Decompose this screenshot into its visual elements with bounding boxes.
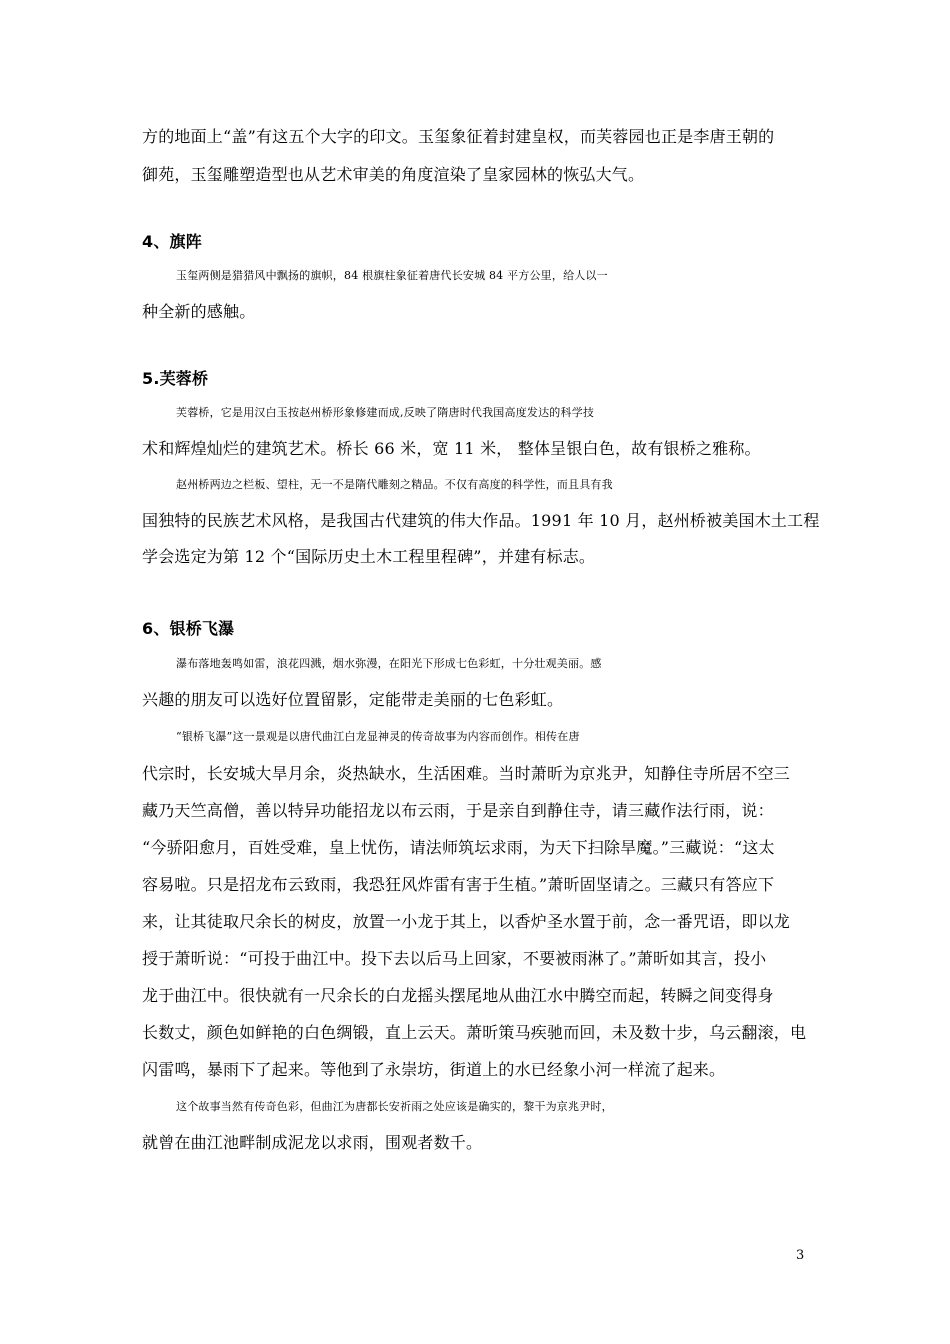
paragraph-line: 术和辉煌灿烂的建筑艺术。桥长 66 米，宽 11 米， 整体呈银白色，故有银桥之雅称。 [142, 439, 761, 458]
paragraph-line: 赵州桥两边之栏板、望柱，无一不是隋代雕刻之精品。不仅有高度的科学性，而且具有我 [176, 478, 613, 491]
paragraph-line: 代宗时，长安城大旱月余，炎热缺水，生活困难。当时萧昕为京兆尹，知静住寺所居不空三 [142, 764, 791, 783]
paragraph-line: 闪雷鸣，暴雨下了起来。等他到了永崇坊，街道上的水已经象小河一样流了起来。 [142, 1060, 726, 1079]
paragraph-line: 芙蓉桥，它是用汉白玉按赵州桥形象修建而成,反映了隋唐时代我国高度发达的科学技 [176, 406, 595, 419]
paragraph-line: “今骄阳愈月，百姓受难，皇上忧伤，请法师筑坛求雨，为天下扫除旱魔。”三藏说：“这太 [142, 838, 775, 857]
paragraph-line: 国独特的民族艺术风格，是我国古代建筑的伟大作品。1991 年 10 月，赵州桥被美国木土工程 [142, 511, 820, 530]
paragraph-line: 瀑布落地轰鸣如雷，浪花四溅，烟水弥漫，在阳光下形成七色彩虹，十分壮观美丽。感 [176, 657, 602, 670]
paragraph-line: 长数丈，颜色如鲜艳的白色绸锻，直上云天。萧昕策马疾驰而回，未及数十步，乌云翻滚，电 [142, 1023, 807, 1042]
paragraph-line: 这个故事当然有传奇色彩，但曲江为唐都长安祈雨之处应该是确实的，黎干为京兆尹时， [176, 1100, 613, 1113]
paragraph-line: 学会选定为第 12 个“国际历史土木工程里程碑”，并建有标志。 [142, 547, 596, 566]
paragraph-line: 御苑，玉玺雕塑造型也从艺术审美的角度渲染了皇家园林的恢弘大气。 [142, 165, 645, 184]
paragraph-line: 兴趣的朋友可以选好位置留影，定能带走美丽的七色彩虹。 [142, 690, 564, 709]
section-heading: 4、旗阵 [142, 232, 202, 251]
paragraph-line: 藏乃天竺高僧，善以特异功能招龙以布云雨，于是亲自到静住寺，请三藏作法行雨，说： [142, 801, 774, 820]
paragraph-line: 种全新的感触。 [142, 302, 256, 321]
paragraph-line: 容易啦。只是招龙布云致雨，我恐狂风炸雷有害于生植。”萧昕固坚请之。三藏只有答应下 [142, 875, 775, 894]
paragraph-line: 就曾在曲江池畔制成泥龙以求雨，围观者数千。 [142, 1133, 483, 1152]
page-number: 3 [796, 1248, 805, 1263]
section-heading: 5.芙蓉桥 [142, 369, 209, 388]
paragraph-line: 来，让其徒取尺余长的树皮，放置一小龙于其上，以香炉圣水置于前，念一番咒语，即以龙 [142, 912, 791, 931]
paragraph-line: “银桥飞瀑”这一景观是以唐代曲江白龙显神灵的传奇故事为内容而创作。相传在唐 [176, 730, 580, 743]
paragraph-line: 玉玺两侧是猎猎风中飘扬的旗帜，84 根旗柱象征着唐代长安城 84 平方公里，给人以一 [176, 269, 608, 282]
paragraph-line: 方的地面上“盖”有这五个大字的印文。玉玺象征着封建皇权，而芙蓉园也正是李唐王朝的 [142, 127, 775, 146]
paragraph-line: 龙于曲江中。很快就有一尺余长的白龙摇头摆尾地从曲江水中腾空而起，转瞬之间变得身 [142, 986, 774, 1005]
paragraph-line: 授于萧昕说：“可投于曲江中。投下去以后马上回家，不要被雨淋了。”萧昕如其言，投小 [142, 949, 767, 968]
section-heading: 6、银桥飞瀑 [142, 619, 235, 638]
